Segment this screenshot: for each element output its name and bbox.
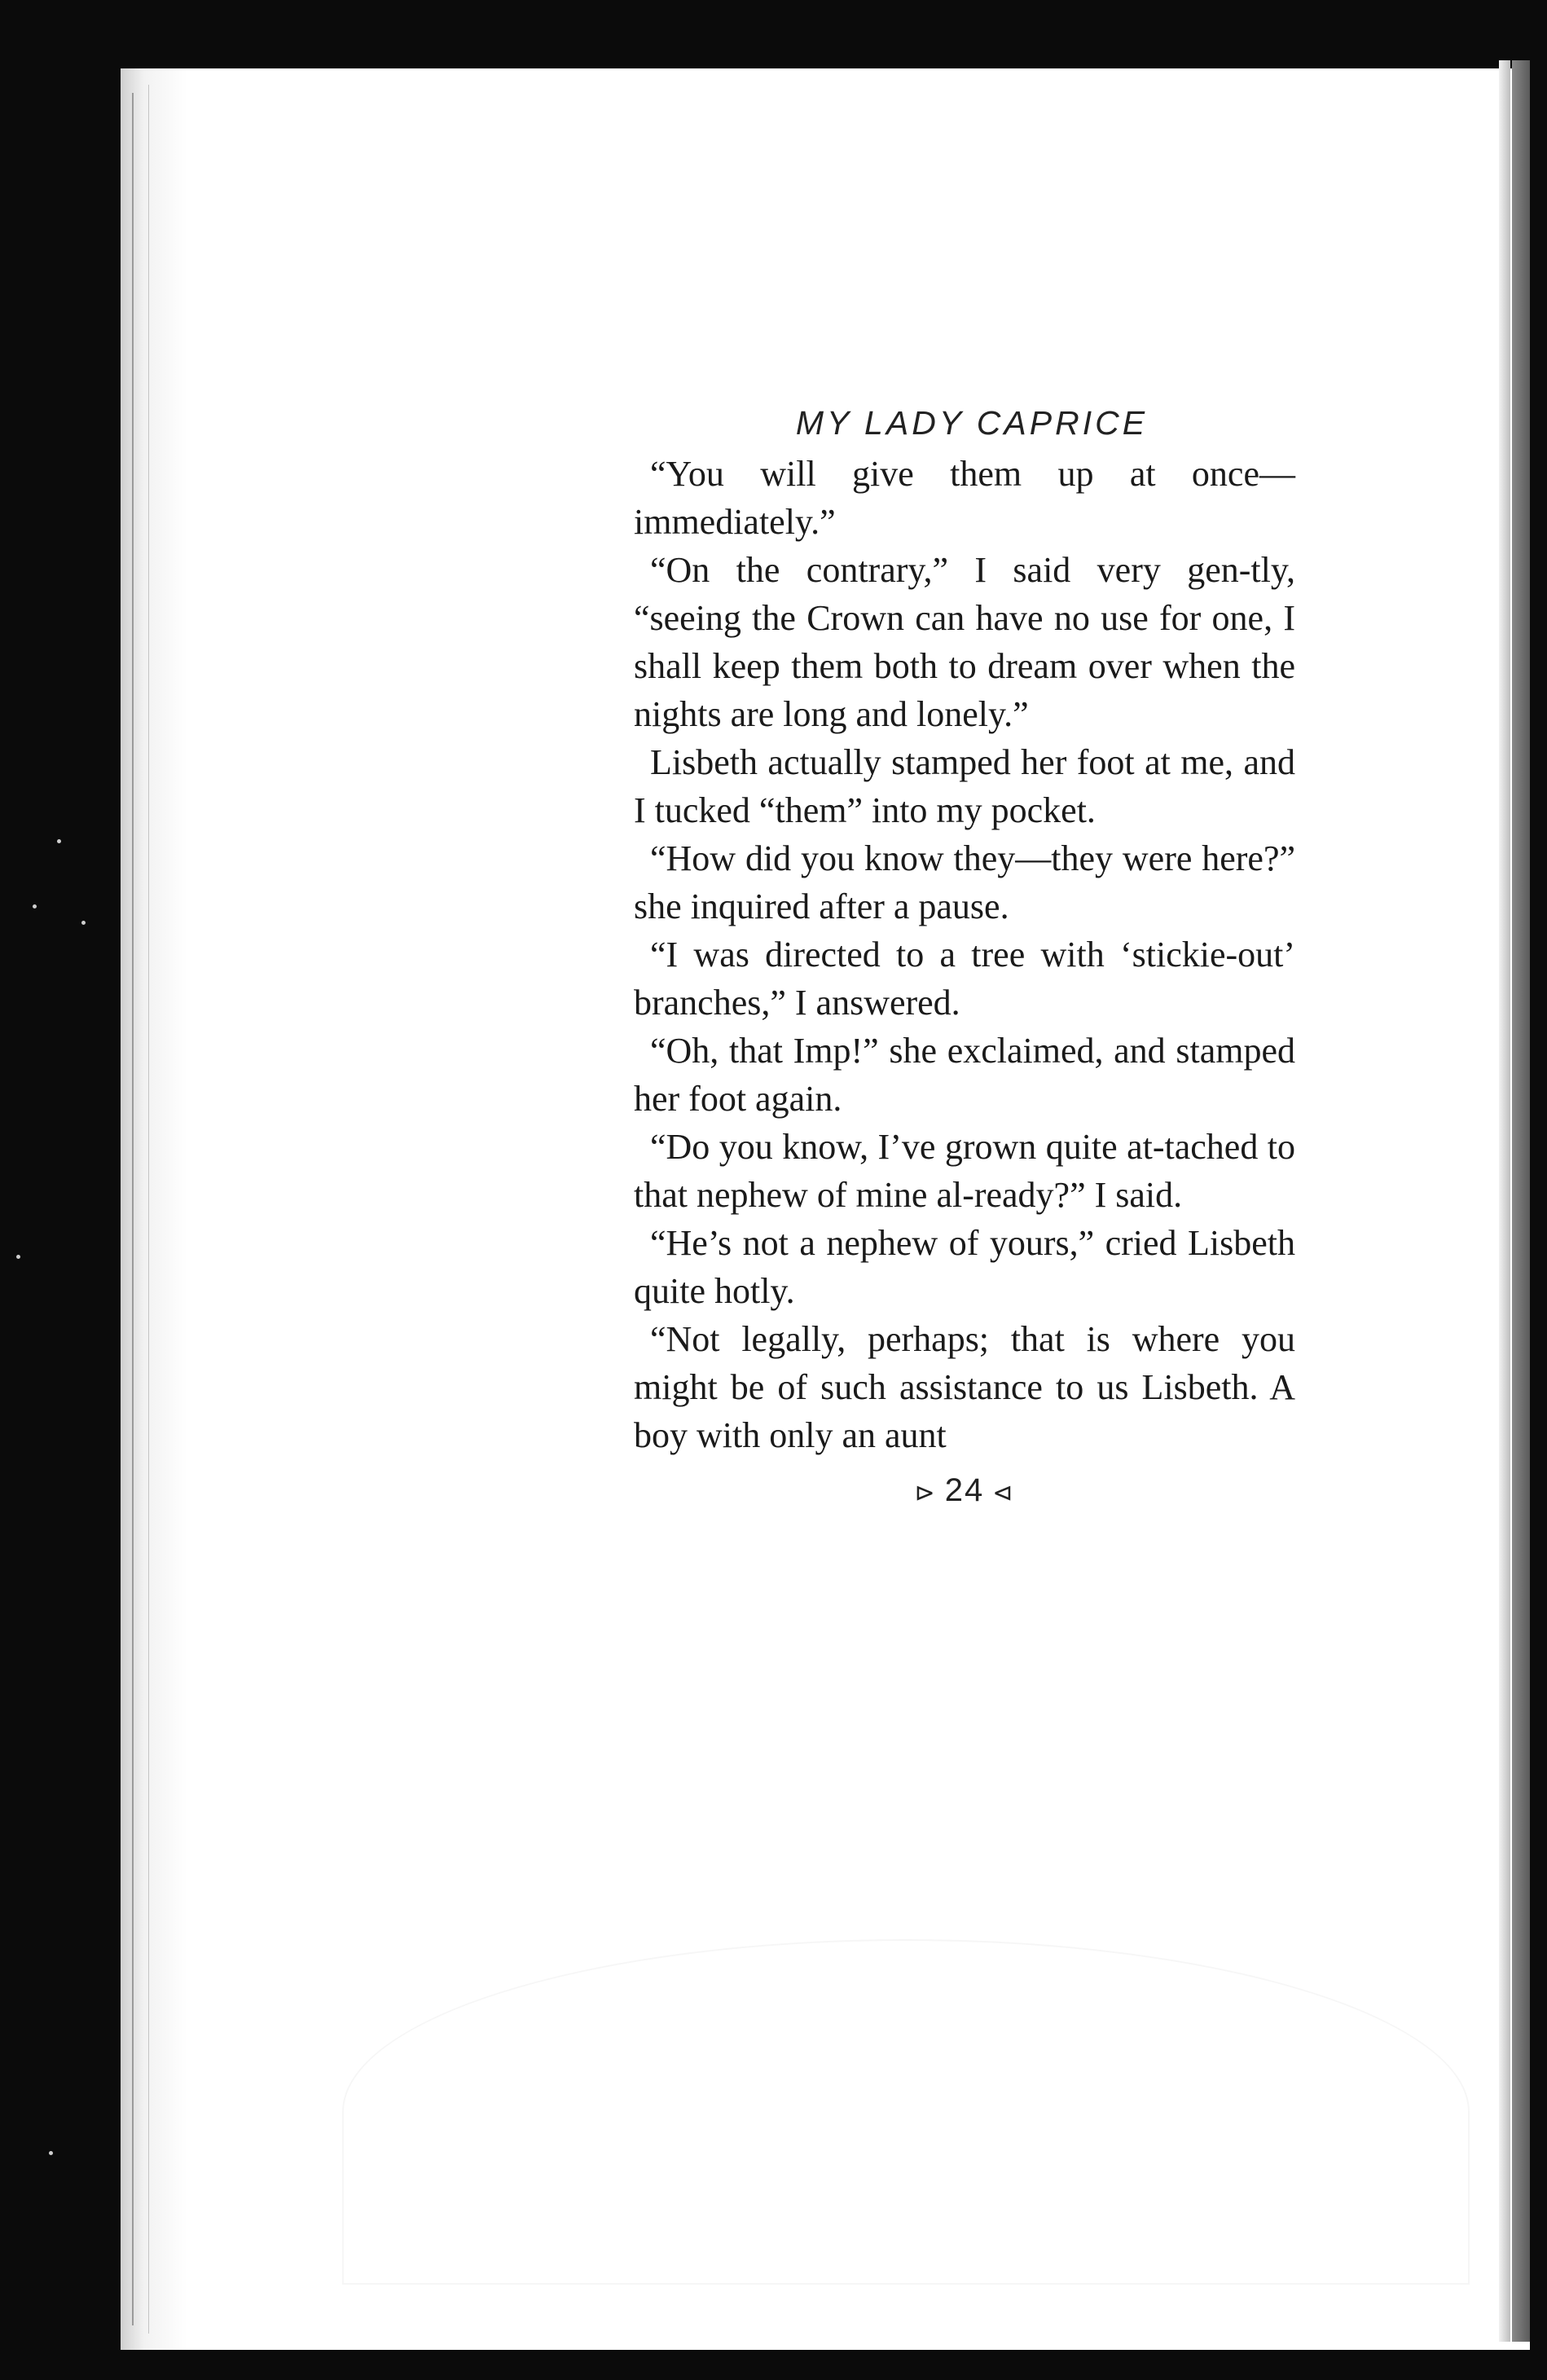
- paragraph: “On the contrary,” I said very gen-tly, “seeing the Crown can have no use for one, I shall keep them both to dream over when the nights are long and lonely.”: [634, 550, 1295, 734]
- running-head: MY LADY CAPRICE: [795, 404, 1149, 442]
- folio-number: 24: [944, 1472, 985, 1508]
- folio-right-ornament: ⊲: [992, 1480, 1015, 1507]
- paragraph: “Not legally, perhaps; that is where you might be of such assistance to us Lisbeth. A boy with only an aunt: [634, 1319, 1295, 1455]
- dust-speck: [57, 839, 61, 843]
- show-through-ornament: [342, 1939, 1470, 2285]
- dust-speck: [49, 2151, 53, 2155]
- text-column: [634, 398, 1295, 1518]
- paragraph: “How did you know they—they were here?” she inquired after a pause.: [634, 838, 1295, 926]
- paragraph: “Oh, that Imp!” she exclaimed, and stamped her foot again.: [634, 1031, 1295, 1119]
- paragraph: “Do you know, I’ve grown quite at-tached to that nephew of mine al-ready?” I said.: [634, 1127, 1295, 1215]
- folio-left-ornament: ⊳: [914, 1480, 937, 1507]
- page-number: [634, 1466, 1295, 1518]
- body-text: [634, 450, 1295, 1459]
- paragraph: “You will give them up at once— immediately.”: [634, 454, 1295, 542]
- dust-speck: [81, 921, 86, 925]
- page-fore-edge: [1499, 60, 1510, 2342]
- paragraph: Lisbeth actually stamped her foot at me, and I tucked “them” into my pocket.: [634, 742, 1295, 830]
- page-shadow-edge: [1512, 60, 1530, 2342]
- paragraph: “He’s not a nephew of yours,” cried Lisbeth quite hotly.: [634, 1223, 1295, 1311]
- dust-speck: [16, 1255, 20, 1259]
- paragraph: “I was directed to a tree with ‘stickie-out’ branches,” I answered.: [634, 935, 1295, 1023]
- dust-speck: [33, 904, 37, 908]
- page-binding-edge: [121, 68, 187, 2350]
